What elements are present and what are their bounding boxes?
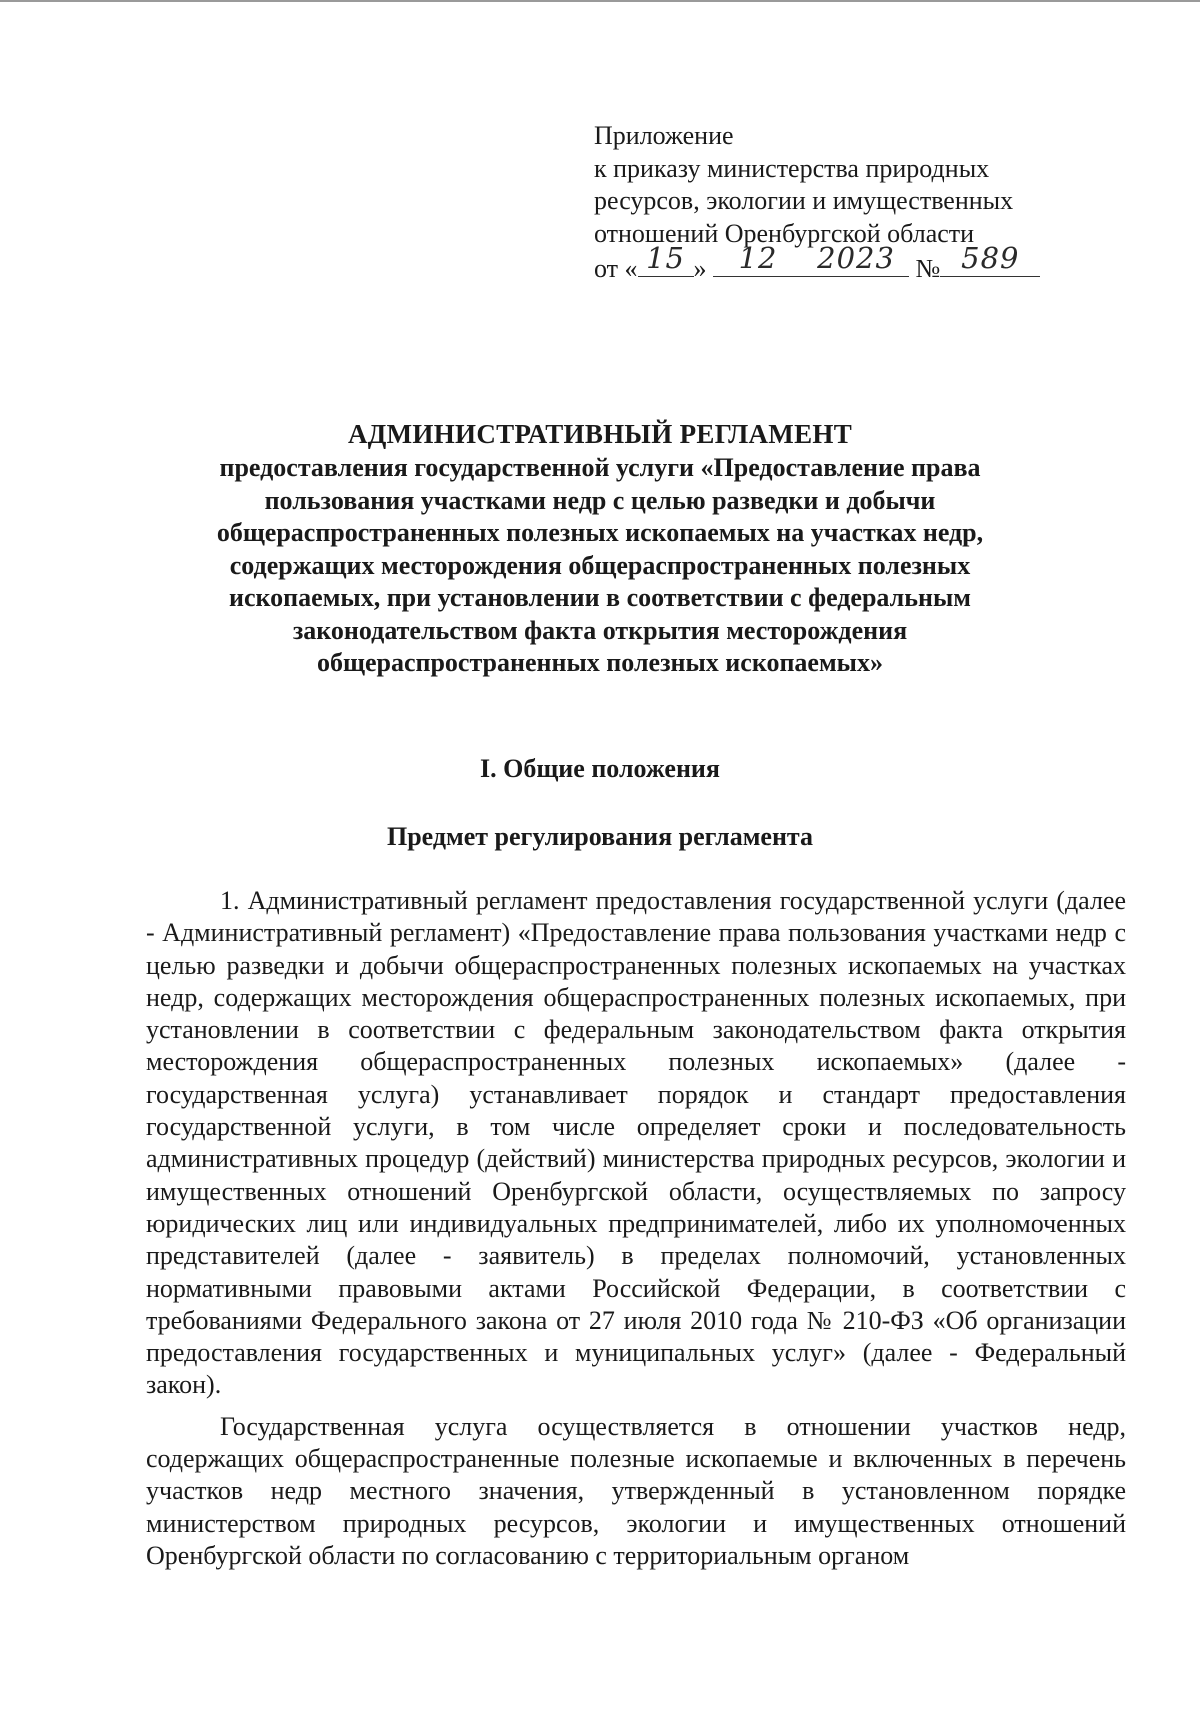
handwritten-month: 12 (738, 240, 778, 275)
paragraph-1: 1. Административный регламент предоставления государственной услуги (далее - Административный регламент) «Предоставление права пользования участками недр с целью разведки и добычи общераспространенных полезных ископаемых на участках недр, содержащих месторождения общераспространенных полезных ископаемых, при установлении в соответствии с федеральным законодательством факта открытия месторождения общераспространенных полезных ископаемых» (далее - государственная услуга) устанавливает порядок и стандарт предоставления государственной услуги, в том числе определяет сроки и последовательность административных процедур (действий) министерства природных ресурсов, экологии и имущественных отношений Оренбургской области, осуществляемых по запросу юридических лиц или индивидуальных предпринимателей, либо их уполномоченных представителей (далее - заявитель) в пределах полномочий, установленных нормативными правовыми актами Российской Федерации, в соответствии с требованиями Федерального закона от 27 июля 2010 года № 210-ФЗ «Об организации предоставления государственных и муниципальных услуг» (далее - Федеральный закон). (146, 886, 1126, 1400)
appendix-order-line: к приказу министерства природных (594, 153, 990, 183)
number-blank (940, 240, 1040, 277)
subtitle-line: ископаемых, при установлении в соответствии с федеральным (229, 583, 971, 612)
section-heading: I. Общие положения (480, 754, 720, 783)
document-title: АДМИНИСТРАТИВНЫЙ РЕГЛАМЕНТ (347, 419, 853, 449)
section-subheading: Предмет регулирования регламента (386, 822, 814, 851)
title-block (150, 418, 1050, 680)
handwritten-day: 15 (646, 240, 685, 275)
month-blank (713, 240, 803, 277)
document-subtitle (150, 452, 1050, 680)
subtitle-line: законодательством факта открытия месторождения (292, 615, 908, 645)
year-blank (803, 240, 909, 277)
paragraph-2: Государственная услуга осуществляется в отношении участков недр, содержащих общераспространенные полезные ископаемые и включенных в перечень участков недр местного значения, утвержденный в установленном порядке министерством природных ресурсов, экологии и имущественных отношений Оренбургской области по согласованию с территориальным органом (146, 1411, 1126, 1570)
subtitle-line: предоставления государственной услуги «Предоставление права (219, 453, 981, 482)
appendix-ministry-line: ресурсов, экологии и имущественных (594, 186, 1014, 215)
appendix-block (594, 120, 1040, 286)
handwritten-number: 589 (961, 240, 1020, 275)
subtitle-line: общераспространенных полезных ископаемых на участках недр, (216, 518, 984, 547)
appendix-region-line: отношений Оренбургской области (594, 218, 975, 248)
date-prefix: от « (594, 254, 638, 283)
day-blank (638, 240, 694, 277)
body-text (146, 885, 1126, 1581)
handwritten-year: 2023 (817, 240, 895, 275)
subtitle-line: содержащих месторождения общераспространенных полезных (229, 550, 971, 580)
date-quote-close: » (693, 254, 707, 283)
number-label: № (915, 254, 941, 283)
order-date-line (594, 240, 1040, 286)
subtitle-line: общераспространенных полезных ископаемых» (317, 648, 883, 677)
subtitle-line: пользования участками недр с целью разведки и добычи (264, 485, 936, 515)
appendix-label: Приложение (594, 121, 734, 150)
